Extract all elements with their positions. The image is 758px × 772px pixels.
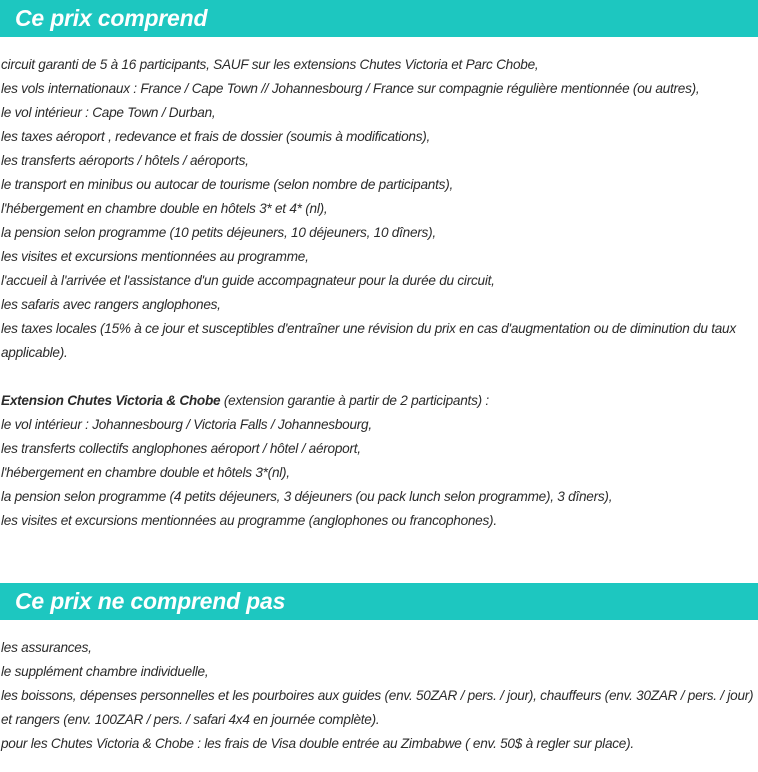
list-item: les taxes locales (15% à ce jour et susceptibles d'entraîner une révision du prix en cas d'augmentation ou de diminution du taux applicable). — [1, 321, 736, 360]
list-item: l'hébergement en chambre double en hôtels 3* et 4* (nl), — [1, 201, 328, 216]
list-item: circuit garanti de 5 à 16 participants, SAUF sur les extensions Chutes Victoria et Parc Chobe, — [1, 57, 539, 72]
extension-heading-note: (extension garantie à partir de 2 participants) : — [220, 393, 489, 408]
list-item: les assurances, — [1, 640, 92, 655]
list-item: la pension selon programme (4 petits déjeuners, 3 déjeuners (ou pack lunch selon programme), 3 dîners), — [1, 489, 613, 504]
included-list — [1, 53, 758, 365]
included-section-title: Ce prix comprend — [15, 5, 208, 31]
list-item: les transferts aéroports / hôtels / aéroports, — [1, 153, 249, 168]
list-item: pour les Chutes Victoria & Chobe : les frais de Visa double entrée au Zimbabwe ( env. 50$ à regler sur place). — [1, 736, 634, 751]
list-item: les transferts collectifs anglophones aéroport / hôtel / aéroport, — [1, 441, 361, 456]
list-item: les visites et excursions mentionnées au programme (anglophones ou francophones). — [1, 513, 497, 528]
list-item: le supplément chambre individuelle, — [1, 664, 209, 679]
excluded-section-header — [0, 583, 758, 620]
extension-heading-line — [1, 389, 758, 413]
excluded-list — [1, 636, 758, 756]
list-item: l'accueil à l'arrivée et l'assistance d'un guide accompagnateur pour la durée du circuit, — [1, 273, 495, 288]
list-item: l'hébergement en chambre double et hôtels 3*(nl), — [1, 465, 290, 480]
list-item: les taxes aéroport , redevance et frais de dossier (soumis à modifications), — [1, 129, 431, 144]
list-item: le transport en minibus ou autocar de tourisme (selon nombre de participants), — [1, 177, 453, 192]
list-item: les vols internationaux : France / Cape Town // Johannesbourg / France sur compagnie régulière mentionnée (ou autres), — [1, 81, 700, 96]
excluded-section-title: Ce prix ne comprend pas — [15, 588, 286, 614]
list-item: le vol intérieur : Johannesbourg / Victoria Falls / Johannesbourg, — [1, 417, 372, 432]
extension-heading: Extension Chutes Victoria & Chobe — [1, 393, 221, 408]
list-item: les safaris avec rangers anglophones, — [1, 297, 221, 312]
list-item: la pension selon programme (10 petits déjeuners, 10 déjeuners, 10 dîners), — [1, 225, 436, 240]
list-item: les visites et excursions mentionnées au programme, — [1, 249, 309, 264]
list-item: les boissons, dépenses personnelles et les pourboires aux guides (env. 50ZAR / pers. / jour), chauffeurs (env. 30ZAR / pers. / jour) et rangers (env. 100ZAR / pers. / safari 4x4 en journée complète). — [1, 688, 754, 727]
list-item: le vol intérieur : Cape Town / Durban, — [1, 105, 216, 120]
extension-list — [1, 389, 758, 533]
included-section-header — [0, 0, 758, 37]
